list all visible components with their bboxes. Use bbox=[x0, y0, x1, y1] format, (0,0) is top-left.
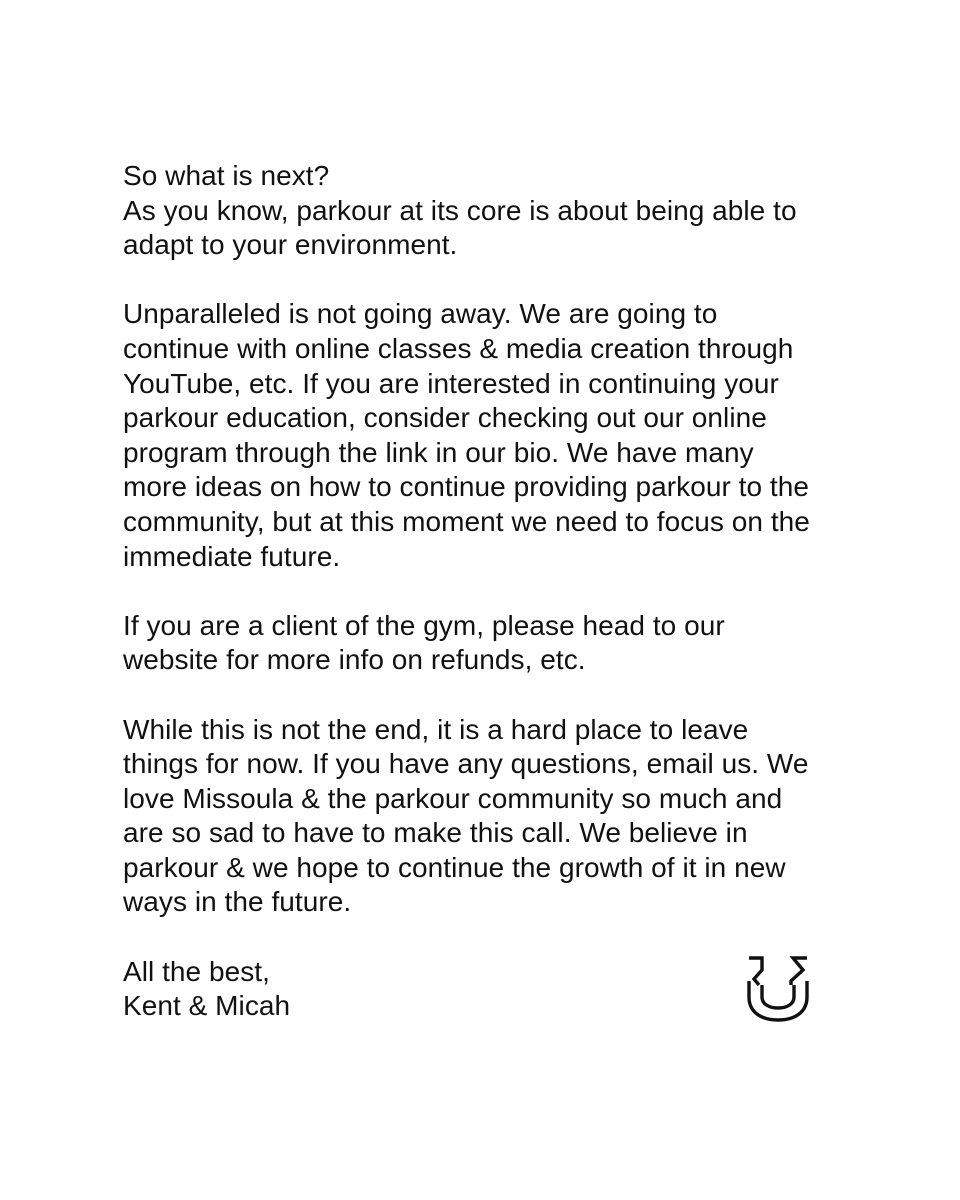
text-line: Unparalleled is not going away. We are going to bbox=[123, 298, 718, 330]
text-line: So what is next? bbox=[123, 160, 330, 191]
sign-off: All the best, bbox=[123, 955, 270, 987]
text-line: continue with online classes & media creation through bbox=[123, 332, 794, 364]
paragraph-intro bbox=[123, 159, 853, 263]
text-line: love Missoula & the parkour community so much and bbox=[123, 782, 783, 814]
paragraph-gap bbox=[123, 678, 853, 713]
paragraph-gap bbox=[123, 920, 853, 955]
text-line: community, but at this moment we need to focus on the bbox=[123, 505, 810, 537]
text-line: adapt to your environment. bbox=[123, 229, 458, 261]
text-line: parkour education, consider checking out our online bbox=[123, 402, 767, 434]
unparalleled-logo-icon bbox=[745, 955, 811, 1023]
text-line: As you know, parkour at its core is about being able to bbox=[123, 194, 797, 226]
text-line: If you are a client of the gym, please head to our bbox=[123, 609, 725, 641]
text-line: are so sad to have to make this call. We believe in bbox=[123, 817, 748, 849]
paragraph-closing bbox=[123, 713, 853, 921]
text-line: YouTube, etc. If you are interested in continuing your bbox=[123, 367, 779, 399]
letter-body bbox=[123, 159, 853, 1024]
text-line: things for now. If you have any questions, email us. We bbox=[123, 748, 809, 780]
paragraph-refunds bbox=[123, 609, 853, 678]
paragraph-gap bbox=[123, 263, 853, 298]
text-line: more ideas on how to continue providing parkour to the bbox=[123, 471, 810, 503]
text-line: website for more info on refunds, etc. bbox=[123, 644, 586, 676]
text-line: ways in the future. bbox=[123, 886, 352, 918]
text-line: program through the link in our bio. We have many bbox=[123, 436, 754, 468]
paragraph-not-going-away bbox=[123, 297, 853, 574]
signature-block bbox=[123, 955, 853, 1024]
signature-names: Kent & Micah bbox=[123, 990, 291, 1022]
text-line: immediate future. bbox=[123, 540, 341, 572]
text-line: parkour & we hope to continue the growth of it in new bbox=[123, 851, 786, 883]
text-line: While this is not the end, it is a hard place to leave bbox=[123, 713, 749, 745]
paragraph-gap bbox=[123, 574, 853, 609]
